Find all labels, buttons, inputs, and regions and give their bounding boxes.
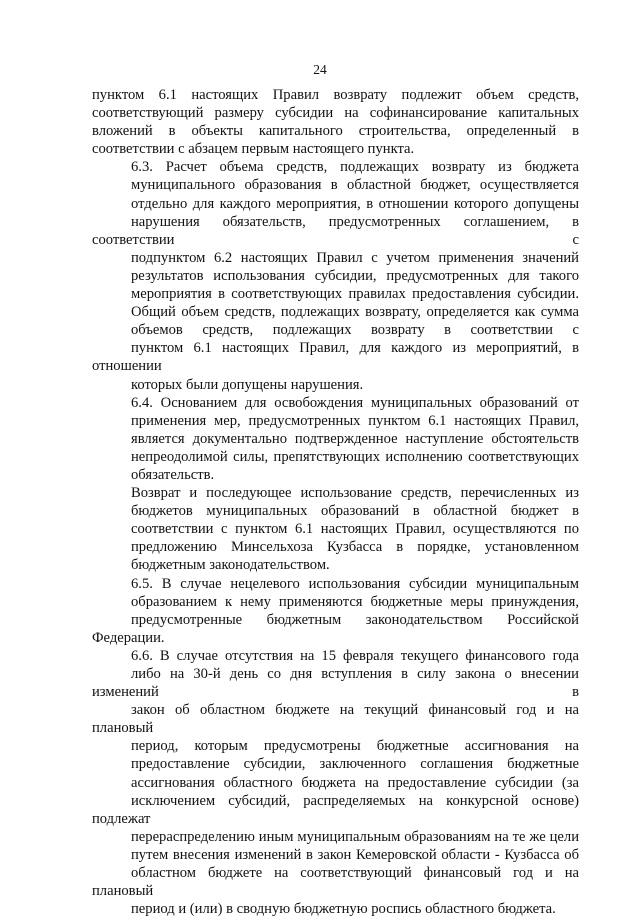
paragraph-6-4 [92, 394, 579, 484]
text-line: перераспределению иным муниципальным образованиям на те же цели [131, 828, 579, 845]
text-line: областном бюджете на соответствующий финансовый год и на плановый [92, 865, 579, 900]
text-line: путем внесения изменений в закон Кемеровской области - Кузбасса об [131, 846, 579, 863]
text-line: нарушения обязательств, предусмотренных соглашением, в соответствии с [92, 213, 579, 248]
text-line: период и (или) в сводную бюджетную роспись областного бюджета. [131, 901, 556, 918]
text-line: подпунктом 6.2 настоящих Правил с учетом применения значений [131, 249, 579, 266]
text-line: образованием к нему применяются бюджетные меры принуждения, [131, 593, 579, 610]
text-line: бюджетным законодательством. [131, 557, 330, 574]
text-line: непреодолимой силы, препятствующих исполнению соответствующих [131, 448, 579, 465]
paragraph-continuation [92, 86, 579, 158]
text-line: предложению Минсельхоза Кузбасса в порядке, установленном [131, 539, 579, 556]
text-line: мероприятия в соответствующих правилах предоставления субсидии. [131, 286, 579, 303]
text-line: муниципального образования в областной бюджет, осуществляется [131, 177, 579, 194]
text-line: пунктом 6.1 настоящих Правил, для каждого из мероприятий, в отношении [92, 340, 579, 375]
text-line: объемов средств, подлежащих возврату в соответствии с [131, 322, 579, 339]
text-line: результатов использования субсидии, предусмотренных для такого [131, 267, 579, 284]
text-line: применения мер, предусмотренных пунктом 6.1 настоящих Правил, [131, 412, 579, 429]
document-body [92, 86, 579, 918]
text-line: исключением субсидий, распределяемых на конкурсной основе) подлежат [92, 792, 579, 827]
text-line: Возврат и последующее использование средств, перечисленных из [131, 485, 579, 502]
text-line: 6.3. Расчет объема средств, подлежащих возврату из бюджета [131, 159, 579, 176]
paragraph-6-5 [92, 575, 579, 647]
text-line: 6.6. В случае отсутствия на 15 февраля текущего финансового года [131, 647, 579, 664]
text-line: которых были допущены нарушения. [131, 376, 364, 393]
text-line: ассигнования областного бюджета на предоставление субсидии (за [131, 774, 579, 791]
text-line: период, которым предусмотрены бюджетные ассигнования на [131, 738, 579, 755]
text-line: обязательств. [131, 466, 215, 483]
text-line: пунктом 6.1 настоящих Правил возврату подлежит объем средств, [92, 87, 579, 103]
paragraph-return-funds [92, 484, 579, 574]
text-line: является документально подтвержденное наступление обстоятельств [131, 430, 579, 447]
text-line: 6.5. В случае нецелевого использования субсидии муниципальным [131, 575, 579, 592]
text-line: 6.4. Основанием для освобождения муниципальных образований от [131, 394, 579, 411]
text-line: бюджетов муниципальных образований в областной бюджет в [131, 503, 579, 520]
text-line: соответствующий размеру субсидии на софинансирование капитальных [92, 105, 579, 122]
text-line: предоставление субсидии, заключенного соглашения бюджетные [131, 756, 579, 773]
text-line: либо на 30-й день со дня вступления в силу закона о внесении изменений в [92, 666, 579, 701]
text-line: соответствии с пунктом 6.1 настоящих Правил, осуществляются по [131, 521, 579, 538]
page-number: 24 [313, 62, 327, 77]
text-line: вложений в объекты капитального строительства, определенный в [92, 123, 579, 140]
paragraph-6-6 [92, 647, 579, 918]
text-line: отдельно для каждого мероприятия, в отношении которого допущены [131, 195, 579, 212]
text-line: Общий объем средств, подлежащих возврату, определяется как сумма [131, 304, 579, 321]
paragraph-6-3 [92, 158, 579, 393]
text-line: соответствии с абзацем первым настоящего пункта. [92, 141, 415, 158]
text-line: закон об областном бюджете на текущий финансовый год и на плановый [92, 702, 579, 737]
text-line: предусмотренные бюджетным законодательством Российской Федерации. [92, 611, 579, 646]
